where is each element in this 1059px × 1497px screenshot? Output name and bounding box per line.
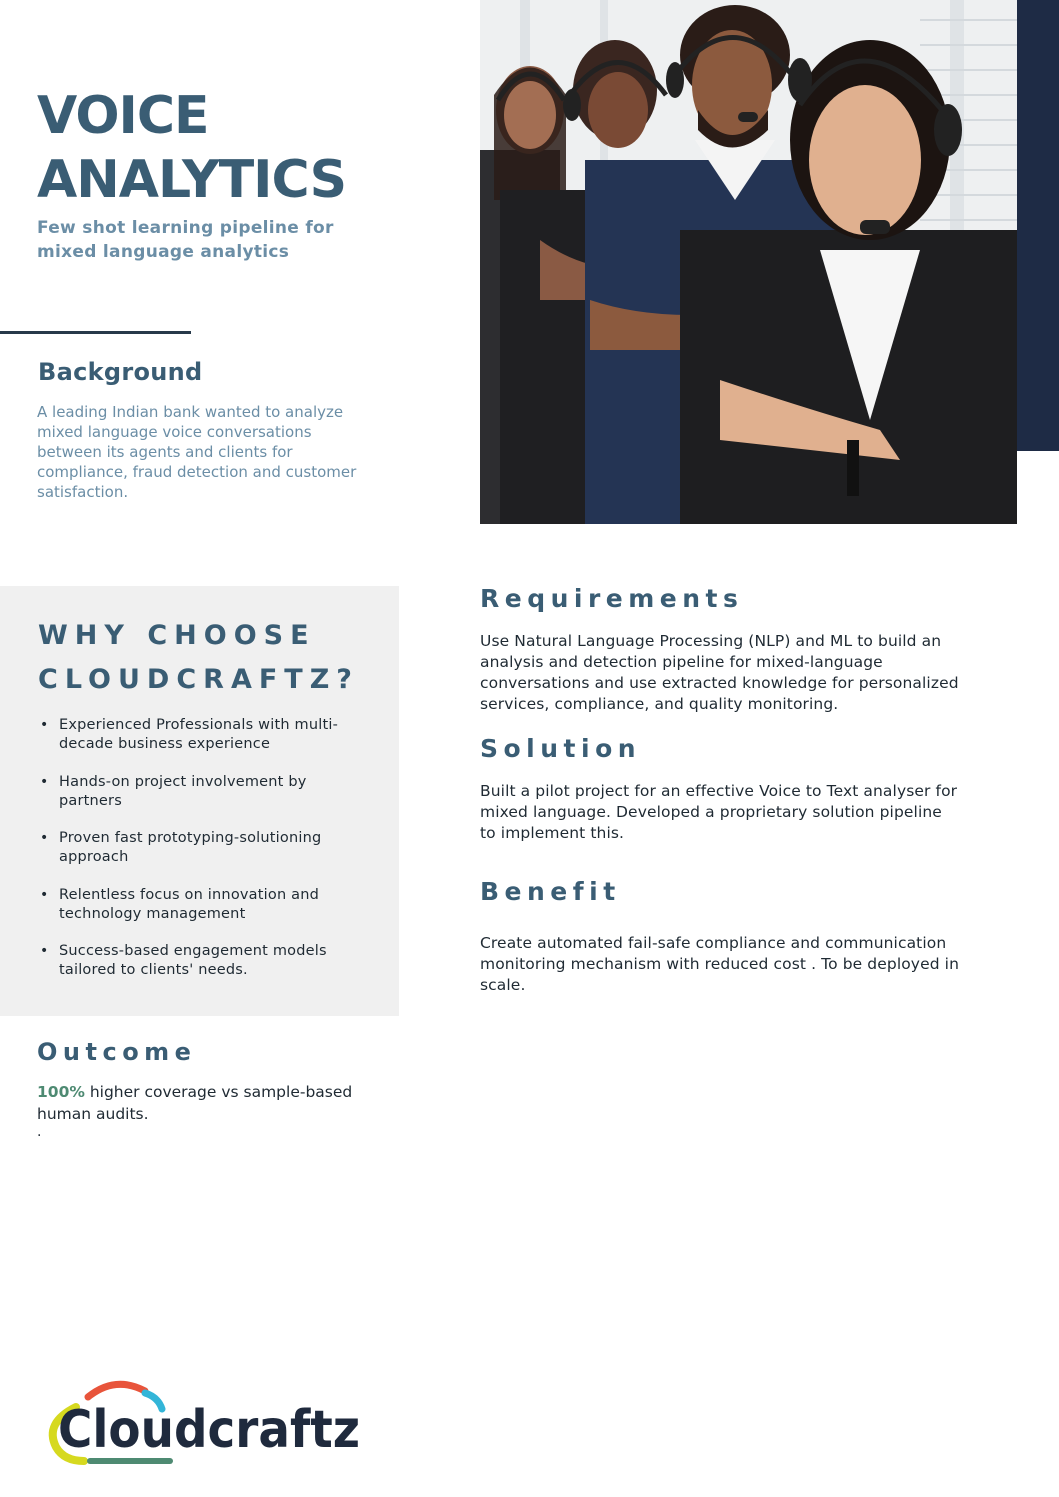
outcome-heading: Outcome [37,1038,197,1066]
navy-accent-bar [1017,0,1059,451]
list-item [40,716,360,754]
solution-text: Built a pilot project for an effective Voice to Text analyser for mixed language. Developed a proprietary solution pipeline to implement this. [480,782,958,842]
agents-photo [480,0,1017,524]
bullet-icon: • [40,943,49,959]
why-choose-line-1: WHY CHOOSE [38,620,316,651]
list-item-text: Hands-on project involvement by partners [59,773,307,809]
list-item [40,773,360,811]
list-item [40,942,360,980]
outcome-description: higher coverage vs sample-based human audits. [37,1083,353,1123]
why-choose-line-2: CLOUDCRAFTZ? [38,664,359,695]
svg-text:Cloudcraftz: Cloudcraftz [58,1400,360,1460]
list-item [40,886,360,924]
list-item-text: Relentless focus on innovation and technology management [59,886,320,922]
outcome-percentage: 100% [37,1083,85,1101]
list-item-text: Experienced Professionals with multi-decade business experience [59,717,339,752]
title-line-2: ANALYTICS [37,150,347,210]
why-choose-list [40,716,360,999]
bullet-icon: • [40,830,49,846]
why-choose-heading [38,614,388,702]
list-item-text: Proven fast prototyping-solutioning approach [59,830,322,865]
list-item-text: Success-based engagement models tailored to clients' needs. [59,943,327,978]
background-text: A leading Indian bank wanted to analyze mixed language voice conversations between its agents and clients for compliance, fraud detection and customer satisfaction. [37,403,357,501]
benefit-text: Create automated fail-safe compliance and communication monitoring mechanism with reduced cost . To be deployed in scale. [480,934,960,994]
divider-rule [0,331,191,334]
page-subtitle: Few shot learning pipeline for mixed language analytics [37,218,334,262]
solution-heading: Solution [480,734,642,763]
cloudcraftz-logo [40,1375,370,1475]
requirements-heading: Requirements [480,584,744,613]
requirements-text: Use Natural Language Processing (NLP) and ML to build an analysis and detection pipeline for mixed-language conversations and use extracted knowledge for personalized services, compliance, and quality monitoring. [480,632,959,713]
list-item [40,829,360,867]
outcome-text [37,1081,377,1125]
benefit-heading: Benefit [480,877,621,906]
bullet-icon: • [40,717,49,733]
background-heading: Background [38,358,203,386]
trailing-dot: . [37,1124,42,1140]
bullet-icon: • [40,886,49,903]
page-title [37,84,346,212]
title-line-1: VOICE [37,86,209,146]
bullet-icon: • [40,773,49,790]
